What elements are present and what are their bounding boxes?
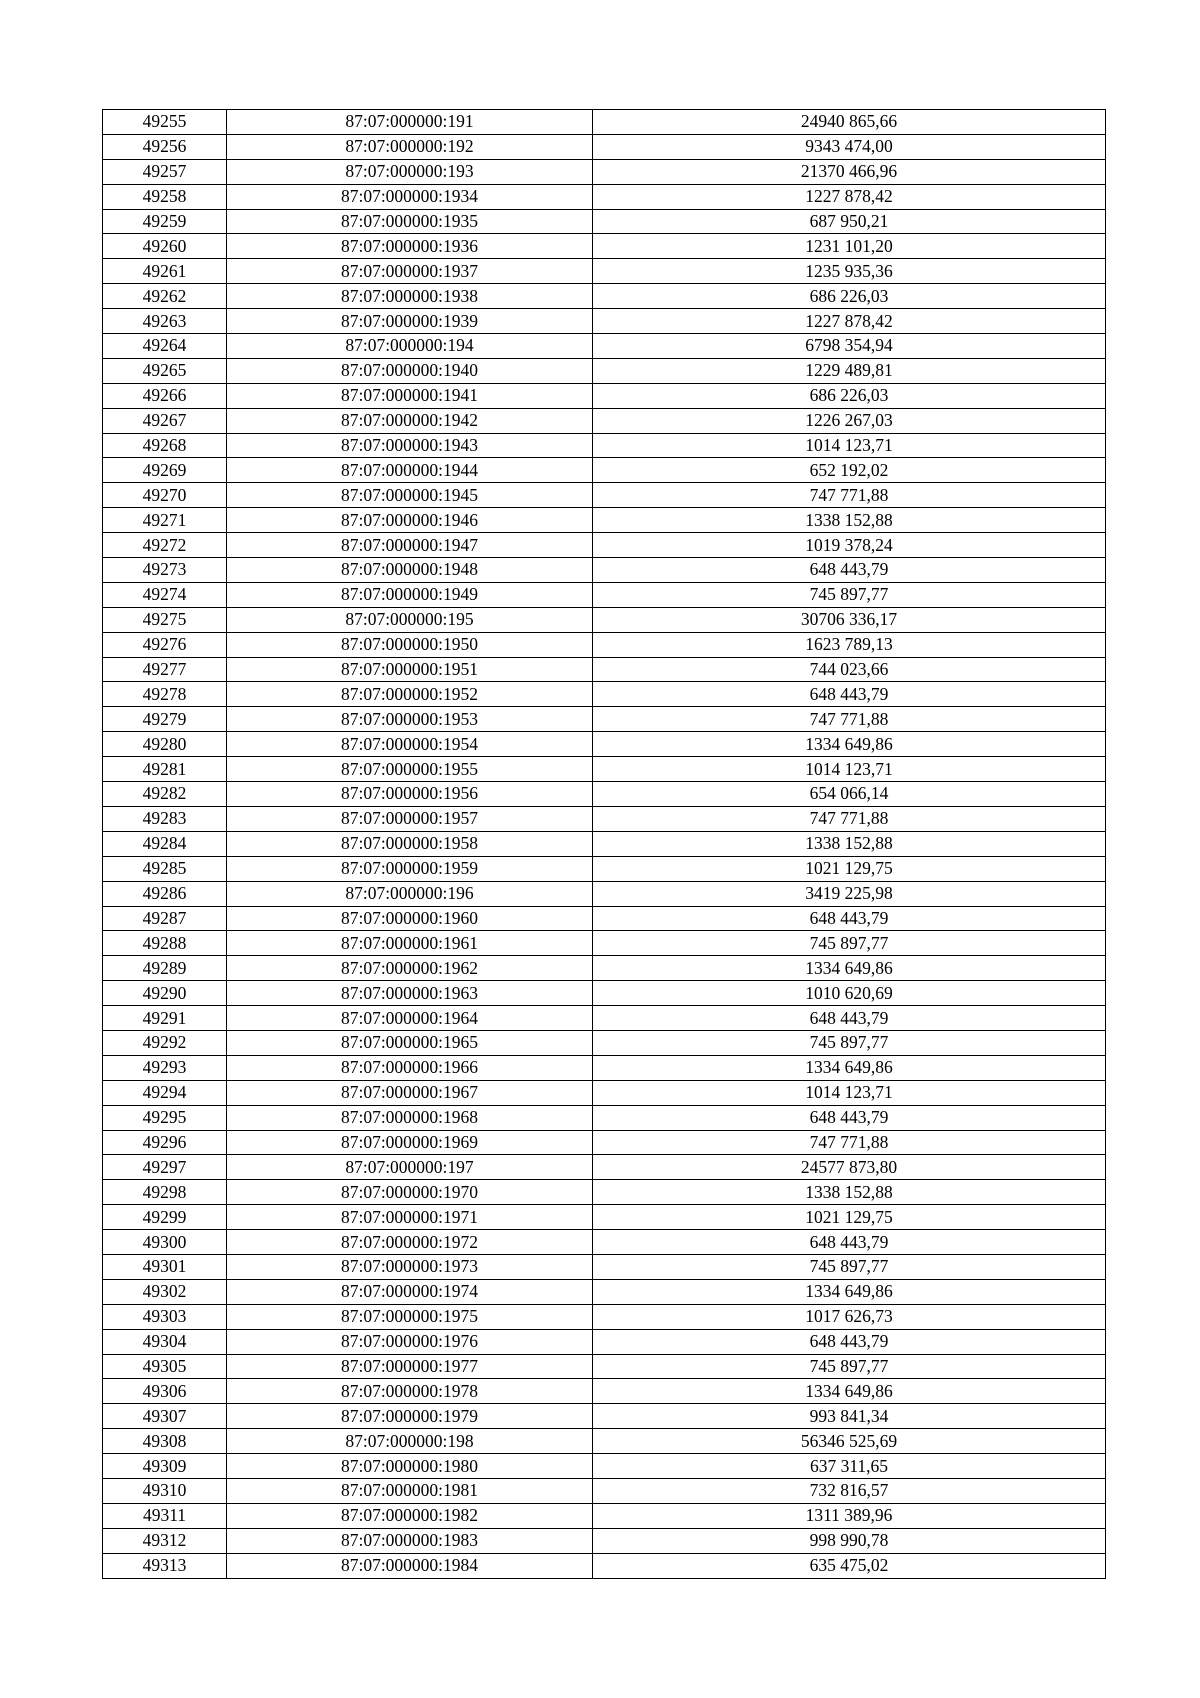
cadastral-value-cell: 1231 101,20 [593, 234, 1106, 259]
cadastral-value-cell: 745 897,77 [593, 1354, 1106, 1379]
cadastral-number-cell: 87:07:000000:193 [227, 159, 593, 184]
row-number-cell: 49289 [103, 956, 227, 981]
cadastral-value-cell: 1334 649,86 [593, 956, 1106, 981]
cadastral-value-cell: 745 897,77 [593, 931, 1106, 956]
table-row [103, 458, 1106, 483]
row-number-cell: 49282 [103, 782, 227, 807]
cadastral-number-cell: 87:07:000000:1967 [227, 1080, 593, 1105]
row-number-cell: 49271 [103, 508, 227, 533]
row-number-cell: 49280 [103, 732, 227, 757]
cadastral-value-cell: 1226 267,03 [593, 408, 1106, 433]
table-row [103, 1279, 1106, 1304]
cadastral-value-cell: 1227 878,42 [593, 184, 1106, 209]
row-number-cell: 49263 [103, 309, 227, 334]
cadastral-value-cell: 648 443,79 [593, 1329, 1106, 1354]
cadastral-number-cell: 87:07:000000:1981 [227, 1478, 593, 1503]
cadastral-number-cell: 87:07:000000:195 [227, 607, 593, 632]
cadastral-number-cell: 87:07:000000:1963 [227, 981, 593, 1006]
row-number-cell: 49307 [103, 1404, 227, 1429]
cadastral-value-cell: 1014 123,71 [593, 433, 1106, 458]
table-row [103, 632, 1106, 657]
cadastral-number-cell: 87:07:000000:1951 [227, 657, 593, 682]
cadastral-number-cell: 87:07:000000:1959 [227, 856, 593, 881]
row-number-cell: 49285 [103, 856, 227, 881]
cadastral-number-cell: 87:07:000000:1936 [227, 234, 593, 259]
cadastral-value-cell: 9343 474,00 [593, 134, 1106, 159]
cadastral-value-cell: 21370 466,96 [593, 159, 1106, 184]
cadastral-value-cell: 745 897,77 [593, 1030, 1106, 1055]
cadastral-value-cell: 1017 626,73 [593, 1304, 1106, 1329]
cadastral-number-cell: 87:07:000000:1939 [227, 309, 593, 334]
cadastral-number-cell: 87:07:000000:196 [227, 881, 593, 906]
cadastral-number-cell: 87:07:000000:1958 [227, 831, 593, 856]
table-row [103, 284, 1106, 309]
cadastral-number-cell: 87:07:000000:194 [227, 334, 593, 359]
table-row [103, 1254, 1106, 1279]
cadastral-number-cell: 87:07:000000:198 [227, 1429, 593, 1454]
row-number-cell: 49265 [103, 358, 227, 383]
cadastral-value-cell: 686 226,03 [593, 284, 1106, 309]
cadastral-number-cell: 87:07:000000:1943 [227, 433, 593, 458]
table-row [103, 1528, 1106, 1553]
row-number-cell: 49256 [103, 134, 227, 159]
table-row [103, 209, 1106, 234]
cadastral-value-cell: 1338 152,88 [593, 508, 1106, 533]
cadastral-number-cell: 87:07:000000:197 [227, 1155, 593, 1180]
cadastral-value-cell: 1014 123,71 [593, 757, 1106, 782]
row-number-cell: 49269 [103, 458, 227, 483]
row-number-cell: 49257 [103, 159, 227, 184]
cadastral-value-cell: 747 771,88 [593, 707, 1106, 732]
cadastral-value-cell: 1334 649,86 [593, 1055, 1106, 1080]
cadastral-number-cell: 87:07:000000:1982 [227, 1503, 593, 1528]
cadastral-number-cell: 87:07:000000:1975 [227, 1304, 593, 1329]
cadastral-number-cell: 87:07:000000:1956 [227, 782, 593, 807]
row-number-cell: 49275 [103, 607, 227, 632]
table-row [103, 657, 1106, 682]
cadastral-value-cell: 1311 389,96 [593, 1503, 1106, 1528]
table-row [103, 1155, 1106, 1180]
row-number-cell: 49290 [103, 981, 227, 1006]
table-row [103, 732, 1106, 757]
row-number-cell: 49288 [103, 931, 227, 956]
row-number-cell: 49312 [103, 1528, 227, 1553]
cadastral-value-cell: 1338 152,88 [593, 831, 1106, 856]
table-row [103, 1478, 1106, 1503]
row-number-cell: 49292 [103, 1030, 227, 1055]
cadastral-value-cell: 1021 129,75 [593, 1205, 1106, 1230]
row-number-cell: 49279 [103, 707, 227, 732]
table-row [103, 682, 1106, 707]
cadastral-number-cell: 87:07:000000:1970 [227, 1180, 593, 1205]
cadastral-value-cell: 648 443,79 [593, 1230, 1106, 1255]
cadastral-value-cell: 652 192,02 [593, 458, 1106, 483]
table-row [103, 1205, 1106, 1230]
table-row [103, 831, 1106, 856]
cadastral-value-cell: 1229 489,81 [593, 358, 1106, 383]
row-number-cell: 49267 [103, 408, 227, 433]
table-row [103, 881, 1106, 906]
document-page [102, 109, 1105, 1579]
cadastral-number-cell: 87:07:000000:1961 [227, 931, 593, 956]
cadastral-value-cell: 56346 525,69 [593, 1429, 1106, 1454]
cadastral-number-cell: 87:07:000000:192 [227, 134, 593, 159]
table-row [103, 508, 1106, 533]
cadastral-number-cell: 87:07:000000:1947 [227, 533, 593, 558]
cadastral-number-cell: 87:07:000000:1945 [227, 483, 593, 508]
cadastral-value-cell: 30706 336,17 [593, 607, 1106, 632]
table-row [103, 533, 1106, 558]
cadastral-number-cell: 87:07:000000:1976 [227, 1329, 593, 1354]
row-number-cell: 49255 [103, 110, 227, 135]
row-number-cell: 49266 [103, 383, 227, 408]
cadastral-value-cell: 6798 354,94 [593, 334, 1106, 359]
row-number-cell: 49260 [103, 234, 227, 259]
table-row [103, 757, 1106, 782]
row-number-cell: 49287 [103, 906, 227, 931]
table-row [103, 358, 1106, 383]
cadastral-value-cell: 1235 935,36 [593, 259, 1106, 284]
row-number-cell: 49283 [103, 806, 227, 831]
table-row [103, 1304, 1106, 1329]
cadastral-value-cell: 747 771,88 [593, 806, 1106, 831]
row-number-cell: 49299 [103, 1205, 227, 1230]
row-number-cell: 49281 [103, 757, 227, 782]
row-number-cell: 49295 [103, 1105, 227, 1130]
cadastral-number-cell: 87:07:000000:1944 [227, 458, 593, 483]
cadastral-number-cell: 87:07:000000:1949 [227, 582, 593, 607]
table-row [103, 906, 1106, 931]
table-row [103, 582, 1106, 607]
cadastral-value-cell: 1019 378,24 [593, 533, 1106, 558]
table-row [103, 1503, 1106, 1528]
cadastral-value-cell: 24577 873,80 [593, 1155, 1106, 1180]
cadastral-value-cell: 1334 649,86 [593, 1379, 1106, 1404]
cadastral-number-cell: 87:07:000000:1960 [227, 906, 593, 931]
table-row [103, 981, 1106, 1006]
table-row [103, 259, 1106, 284]
table-row [103, 433, 1106, 458]
row-number-cell: 49286 [103, 881, 227, 906]
cadastral-number-cell: 87:07:000000:1964 [227, 1006, 593, 1031]
table-row [103, 1379, 1106, 1404]
row-number-cell: 49277 [103, 657, 227, 682]
table-row [103, 931, 1106, 956]
row-number-cell: 49274 [103, 582, 227, 607]
cadastral-number-cell: 87:07:000000:1983 [227, 1528, 593, 1553]
cadastral-number-cell: 87:07:000000:1973 [227, 1254, 593, 1279]
table-row [103, 184, 1106, 209]
row-number-cell: 49309 [103, 1454, 227, 1479]
row-number-cell: 49311 [103, 1503, 227, 1528]
cadastral-number-cell: 87:07:000000:1953 [227, 707, 593, 732]
table-row [103, 234, 1106, 259]
cadastral-value-cell: 648 443,79 [593, 1006, 1106, 1031]
cadastral-value-cell: 747 771,88 [593, 1130, 1106, 1155]
table-row [103, 607, 1106, 632]
table-row [103, 806, 1106, 831]
row-number-cell: 49305 [103, 1354, 227, 1379]
cadastral-value-cell: 744 023,66 [593, 657, 1106, 682]
row-number-cell: 49308 [103, 1429, 227, 1454]
cadastral-value-cell: 648 443,79 [593, 682, 1106, 707]
cadastral-value-cell: 1021 129,75 [593, 856, 1106, 881]
cadastral-number-cell: 87:07:000000:1971 [227, 1205, 593, 1230]
table-row [103, 383, 1106, 408]
table-row [103, 1130, 1106, 1155]
row-number-cell: 49301 [103, 1254, 227, 1279]
row-number-cell: 49291 [103, 1006, 227, 1031]
row-number-cell: 49300 [103, 1230, 227, 1255]
row-number-cell: 49273 [103, 558, 227, 583]
table-row [103, 1429, 1106, 1454]
table-row [103, 782, 1106, 807]
table-row [103, 1553, 1106, 1578]
cadastral-number-cell: 87:07:000000:1966 [227, 1055, 593, 1080]
cadastral-number-cell: 87:07:000000:1948 [227, 558, 593, 583]
row-number-cell: 49296 [103, 1130, 227, 1155]
row-number-cell: 49261 [103, 259, 227, 284]
row-number-cell: 49268 [103, 433, 227, 458]
cadastral-value-cell: 998 990,78 [593, 1528, 1106, 1553]
table-row [103, 1105, 1106, 1130]
row-number-cell: 49278 [103, 682, 227, 707]
cadastral-value-cell: 732 816,57 [593, 1478, 1106, 1503]
row-number-cell: 49304 [103, 1329, 227, 1354]
table-row [103, 1354, 1106, 1379]
table-row [103, 408, 1106, 433]
row-number-cell: 49259 [103, 209, 227, 234]
cadastral-number-cell: 87:07:000000:1965 [227, 1030, 593, 1055]
table-row [103, 110, 1106, 135]
table-row [103, 956, 1106, 981]
table-row [103, 1404, 1106, 1429]
row-number-cell: 49297 [103, 1155, 227, 1180]
cadastral-number-cell: 87:07:000000:1955 [227, 757, 593, 782]
table-row [103, 707, 1106, 732]
cadastral-number-cell: 87:07:000000:1957 [227, 806, 593, 831]
cadastral-value-cell: 637 311,65 [593, 1454, 1106, 1479]
row-number-cell: 49298 [103, 1180, 227, 1205]
cadastral-value-cell: 635 475,02 [593, 1553, 1106, 1578]
table-row [103, 558, 1106, 583]
cadastral-number-cell: 87:07:000000:1950 [227, 632, 593, 657]
table-row [103, 334, 1106, 359]
table-row [103, 1080, 1106, 1105]
cadastral-number-cell: 87:07:000000:1974 [227, 1279, 593, 1304]
cadastral-number-cell: 87:07:000000:1984 [227, 1553, 593, 1578]
cadastral-value-cell: 745 897,77 [593, 582, 1106, 607]
cadastral-value-cell: 24940 865,66 [593, 110, 1106, 135]
cadastral-value-cell: 648 443,79 [593, 558, 1106, 583]
cadastral-value-cell: 993 841,34 [593, 1404, 1106, 1429]
row-number-cell: 49294 [103, 1080, 227, 1105]
row-number-cell: 49303 [103, 1304, 227, 1329]
cadastral-number-cell: 87:07:000000:1954 [227, 732, 593, 757]
cadastral-value-cell: 1623 789,13 [593, 632, 1106, 657]
row-number-cell: 49302 [103, 1279, 227, 1304]
row-number-cell: 49313 [103, 1553, 227, 1578]
row-number-cell: 49262 [103, 284, 227, 309]
cadastral-number-cell: 87:07:000000:1969 [227, 1130, 593, 1155]
cadastral-value-cell: 1334 649,86 [593, 1279, 1106, 1304]
row-number-cell: 49272 [103, 533, 227, 558]
table-row [103, 483, 1106, 508]
row-number-cell: 49293 [103, 1055, 227, 1080]
table-body [103, 110, 1106, 1579]
cadastral-value-cell: 1227 878,42 [593, 309, 1106, 334]
cadastral-value-cell: 654 066,14 [593, 782, 1106, 807]
table-row [103, 1230, 1106, 1255]
table-row [103, 856, 1106, 881]
table-row [103, 134, 1106, 159]
cadastral-value-cell: 747 771,88 [593, 483, 1106, 508]
table-row [103, 309, 1106, 334]
cadastral-value-cell: 686 226,03 [593, 383, 1106, 408]
cadastral-number-cell: 87:07:000000:1934 [227, 184, 593, 209]
cadastral-value-cell: 745 897,77 [593, 1254, 1106, 1279]
row-number-cell: 49264 [103, 334, 227, 359]
table-row [103, 1454, 1106, 1479]
cadastral-number-cell: 87:07:000000:1937 [227, 259, 593, 284]
cadastral-value-cell: 3419 225,98 [593, 881, 1106, 906]
cadastral-number-cell: 87:07:000000:1935 [227, 209, 593, 234]
table-row [103, 159, 1106, 184]
cadastral-value-cell: 648 443,79 [593, 1105, 1106, 1130]
table-row [103, 1006, 1106, 1031]
cadastral-number-cell: 87:07:000000:191 [227, 110, 593, 135]
cadastral-number-cell: 87:07:000000:1938 [227, 284, 593, 309]
cadastral-number-cell: 87:07:000000:1977 [227, 1354, 593, 1379]
cadastral-number-cell: 87:07:000000:1942 [227, 408, 593, 433]
table-row [103, 1055, 1106, 1080]
cadastral-number-cell: 87:07:000000:1952 [227, 682, 593, 707]
cadastral-value-cell: 648 443,79 [593, 906, 1106, 931]
row-number-cell: 49276 [103, 632, 227, 657]
cadastral-value-cell: 1014 123,71 [593, 1080, 1106, 1105]
cadastral-number-cell: 87:07:000000:1968 [227, 1105, 593, 1130]
cadastral-number-cell: 87:07:000000:1980 [227, 1454, 593, 1479]
table-row [103, 1180, 1106, 1205]
cadastral-number-cell: 87:07:000000:1941 [227, 383, 593, 408]
cadastral-number-cell: 87:07:000000:1978 [227, 1379, 593, 1404]
cadastral-number-cell: 87:07:000000:1962 [227, 956, 593, 981]
cadastral-value-cell: 687 950,21 [593, 209, 1106, 234]
row-number-cell: 49284 [103, 831, 227, 856]
cadastral-value-cell: 1010 620,69 [593, 981, 1106, 1006]
row-number-cell: 49270 [103, 483, 227, 508]
table-row [103, 1329, 1106, 1354]
row-number-cell: 49306 [103, 1379, 227, 1404]
row-number-cell: 49258 [103, 184, 227, 209]
table-row [103, 1030, 1106, 1055]
cadastral-value-table [102, 109, 1106, 1579]
row-number-cell: 49310 [103, 1478, 227, 1503]
cadastral-number-cell: 87:07:000000:1946 [227, 508, 593, 533]
cadastral-number-cell: 87:07:000000:1940 [227, 358, 593, 383]
cadastral-number-cell: 87:07:000000:1972 [227, 1230, 593, 1255]
cadastral-number-cell: 87:07:000000:1979 [227, 1404, 593, 1429]
cadastral-value-cell: 1334 649,86 [593, 732, 1106, 757]
cadastral-value-cell: 1338 152,88 [593, 1180, 1106, 1205]
